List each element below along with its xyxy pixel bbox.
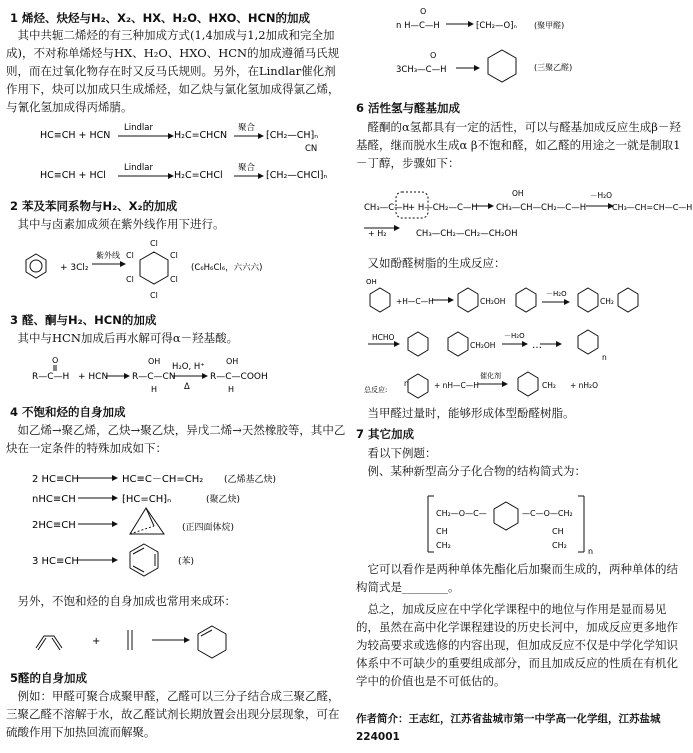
section-1-equations	[6, 118, 346, 198]
formaldehyde: n H—C—H	[396, 21, 440, 31]
svg-text:OH: OH	[148, 357, 161, 366]
row2-rhs: ⁅HC=CH⁆ₙ	[122, 494, 172, 505]
svg-text:CH₂OH: CH₂OH	[480, 297, 506, 306]
cl-tr: Cl	[170, 251, 178, 260]
summary: 总之，加成反应在中学化学课程中的地位与作用是显而易见的，虽然在高中化学课程建设的历史长河中，加成反应更多地作为较高要求或选修的内容出现，但加成反应不仅是中学化学知识体系中不可缺少的重要组成部分，而且加成反应的性质在有机化学中的价值也是不可低估的。	[356, 602, 678, 688]
section-7-answer: 它可以看作是两种单体先酯化后加聚而生成的，两种单体的结构简式是________。	[356, 562, 678, 594]
cyanohydrin: R—C—CN	[132, 372, 176, 382]
svg-text:H: H	[228, 385, 235, 394]
svg-text:CH₂OH: CH₂OH	[470, 341, 496, 350]
svg-text:CH₂: CH₂	[552, 541, 567, 550]
eq2-lhs: HC≡CH + HCl	[40, 170, 106, 181]
eq2-product: ⁅CH₂—CHCl⁆ₙ	[266, 170, 328, 181]
svg-text:CH₂—O—C—: CH₂—O—C—	[436, 509, 487, 518]
row2-note: (聚乙炔)	[206, 495, 241, 505]
svg-text:CH: CH	[552, 527, 564, 536]
eq1-lhs: HC≡CH + HCN	[40, 130, 111, 141]
terephthalate-ring-icon	[494, 502, 518, 530]
section-6-body: 醛酮的α氢都具有一定的活性，可以与醛基加成反应生成β－羟基醛，继而脱水生成α β不饱和醛，如乙醛的用途之一就是制取1－丁醇，步骤如下：	[356, 120, 681, 170]
svg-text:+: +	[92, 636, 101, 647]
uv-condition: 紫外线	[96, 251, 120, 260]
cl-top: Cl	[150, 239, 158, 248]
svg-text:—C—O—CH₂: —C—O—CH₂	[522, 509, 573, 518]
eq2-catalyst: Lindlar	[124, 163, 153, 173]
eq2-mid: H₂C=CHCl	[174, 170, 223, 181]
reagent: + 3Cl₂	[60, 263, 89, 273]
acetylene-self-addition-scheme	[6, 464, 346, 584]
phenol-formaldehyde-scheme	[356, 274, 688, 404]
svg-text:n: n	[404, 379, 409, 388]
eq1-sub: CN	[305, 144, 318, 154]
diels-alder-scheme	[6, 614, 346, 662]
svg-text:CH₂: CH₂	[436, 541, 451, 550]
svg-text:OH: OH	[512, 189, 524, 198]
row1-lhs: 2 HC≡CH	[32, 474, 79, 485]
section-7-body: 看以下例题： 例、某种新型高分子化合物的结构简式为：	[367, 446, 586, 478]
svg-text:CH: CH	[436, 527, 448, 536]
cyanohydrin-scheme	[6, 352, 346, 396]
phenolic-resin-unit-icon	[578, 330, 598, 354]
aldehyde-polymerization-scheme	[356, 6, 688, 86]
svg-text:OH: OH	[366, 278, 377, 286]
row4-lhs: 3 HC≡CH	[32, 556, 79, 567]
svg-text:OH: OH	[226, 357, 239, 366]
hydrogenation: + H₂	[368, 229, 387, 238]
section-7-title: 7 其它加成	[356, 427, 415, 441]
section-4-title: 4 不饱和烃的自身加成	[10, 405, 126, 419]
section-4-also: 另外，不饱和烃的自身加成也常用来成环：	[6, 594, 236, 608]
benzene-ring-icon	[26, 254, 46, 278]
cl-bl: Cl	[126, 275, 134, 284]
svg-text:CH₂: CH₂	[600, 297, 614, 306]
svg-text:O: O	[52, 356, 59, 365]
eq1-mid: H₂C=CHCN	[174, 130, 228, 141]
cl-bottom: Cl	[150, 291, 158, 300]
eq1-cond: 聚合	[238, 123, 256, 133]
svg-text:H: H	[151, 385, 158, 394]
row1-note: (乙烯基乙炔)	[224, 475, 277, 485]
hcho-label: HCHO	[372, 333, 395, 342]
row2-lhs: nHC≡CH	[32, 494, 76, 505]
acetaldehyde: 3CH₃—C—H	[396, 65, 447, 75]
aldol-scheme	[356, 176, 693, 246]
crotonaldehyde: CH₃—CH=CH—C—H	[612, 203, 693, 212]
svg-text:+ nH₂O: + nH₂O	[570, 381, 598, 390]
svg-text:n: n	[602, 353, 607, 362]
butadiene-icon	[36, 636, 62, 648]
aldol-product: CH₃—CH—CH₂—C—H	[496, 203, 587, 213]
section-6-title: 6 活性氢与醛基加成	[356, 101, 461, 115]
hexachlorocyclohexane-icon	[140, 252, 168, 284]
author-note: 作者简介：王志红，江苏省盐城市第一中学高一化学组，江苏盐城 224001	[356, 713, 665, 743]
svg-text:Δ: Δ	[184, 382, 190, 392]
phenol-intro: 又如酚醛树脂的生成反应：	[356, 256, 506, 270]
row1-rhs: HC≡C－CH=CH₂	[122, 474, 204, 485]
aldehyde: R—C—H	[32, 372, 70, 382]
section-1-body: 其中共轭二烯烃的有三种加成方式(1,4加成与1,2加成和完全加成)，不对称单烯烃与HX、H₂O、HXO、HCN的加成遵循马氏规则，而在过氧化物存在时又反马氏规则。另外，在Lindlar催化剂作用下，炔可以加成只生成烯烃，如乙炔与氯化氢加成得氯乙烯，与氰化氢加成得丙烯腈。	[6, 28, 340, 114]
section-4-body: 如乙烯→聚乙烯，乙炔→聚乙炔，异戊二烯→天然橡胶等，其中乙炔在一定条件的特殊加成如下：	[6, 423, 346, 455]
eq1-catalyst: Lindlar	[124, 123, 153, 133]
section-5-body: 例如：甲醛可聚合成聚甲醛，乙醛可以三分子结合成三聚乙醛，三聚乙醛不溶解于水，故乙醛试剂长期放置会出现分层现象，可在硫酸作用下加热回流而解聚。	[6, 689, 340, 739]
benzene-chlorination-scheme	[6, 236, 346, 306]
svg-text:O: O	[430, 51, 437, 60]
section-2-title: 2 苯及苯同系物与H₂、X₂的加成	[10, 199, 178, 213]
total-label: 总反应:	[364, 386, 388, 394]
paraldehyde-note: (三聚乙醛)	[534, 63, 573, 72]
cl-br: Cl	[170, 275, 178, 284]
methylol-reagent: +H—C—H	[396, 297, 434, 306]
row3-lhs: 2HC≡CH	[32, 520, 76, 531]
polyformaldehyde: ⁅CH₂—O⁆ₙ	[476, 21, 517, 31]
hydroxy-acid: R—C—COOH	[210, 372, 268, 382]
section-2-body: 其中与卤素加成须在紫外线作用下进行。	[6, 217, 225, 231]
section-3-title: 3 醛、酮与H₂、HCN的加成	[10, 313, 157, 327]
svg-text:…: …	[532, 340, 542, 351]
cl-tl: Cl	[126, 251, 134, 260]
section-3-body: 其中与HCN加成后再水解可得α－羟基酸。	[6, 331, 239, 345]
eq2-cond: 聚合	[238, 163, 256, 173]
hcn: + HCN	[78, 372, 109, 382]
benzene-icon	[130, 544, 158, 576]
section-1-title: 1 烯烃、炔烃与H₂、X₂、HX、H₂O、HXO、HCN的加成	[10, 11, 311, 25]
phenol-icon	[370, 288, 390, 312]
phenol-after: 当甲醛过量时，能够形成体型酚醛树脂。	[356, 406, 575, 420]
row3-note: (正四面体烷)	[182, 523, 235, 533]
cyclohexene-icon	[198, 626, 226, 658]
row4-note: (苯)	[178, 557, 195, 567]
section-5-title: 5醛的自身加成	[10, 671, 88, 685]
tetrahedrane-icon	[130, 508, 164, 534]
polyformaldehyde-note: (聚甲醛)	[534, 21, 565, 30]
polymer-structure	[356, 488, 688, 560]
paraldehyde-icon	[488, 50, 516, 82]
svg-text:催化剂: 催化剂	[480, 372, 501, 380]
aldol-acetaldehyde: CH₃—C—H	[364, 203, 410, 213]
svg-text:O: O	[420, 7, 427, 16]
butanol: CH₃—CH₂—CH₂—CH₂OH	[416, 229, 518, 239]
svg-text:－H₂O: －H₂O	[546, 290, 567, 298]
hch-note: (C₆H₆Cl₆，六六六)	[191, 263, 263, 273]
aldol-second: + H—CH₂—C—H	[408, 203, 478, 213]
svg-text:－H₂O: －H₂O	[590, 191, 613, 200]
eq1-product: ⁅CH₂—CH⁆ₙ	[266, 130, 319, 141]
hydrolysis-cond: H₂O, H⁺	[172, 362, 205, 372]
svg-text:CH₂: CH₂	[542, 381, 556, 390]
svg-text:－H₂O: －H₂O	[504, 332, 525, 340]
svg-text:n: n	[588, 547, 594, 556]
svg-text:+ nH—C—H: + nH—C—H	[434, 381, 479, 390]
